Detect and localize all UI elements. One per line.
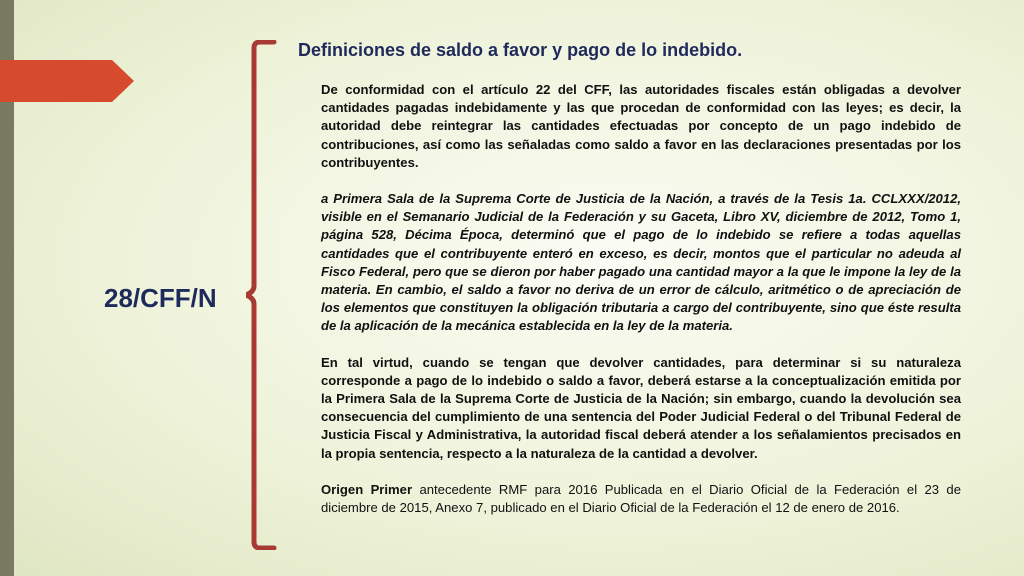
origin-label: Origen Primer [321, 481, 413, 497]
bracket-decoration [246, 40, 286, 550]
origin-text: antecedente RMF para 2016 Publicada en el Diario Oficial de la Federación el 23 de diciembre de 2015, Anexo 7, publicado en el Diario Oficial de la Federación el 12 de enero de 2016. [321, 481, 961, 516]
arrow-decoration [0, 60, 134, 102]
paragraph-article-22: De conformidad con el artículo 22 del CFF, las autoridades fiscales están obligadas a devolver cantidades pagadas indebidamente y las que procedan de conformidad con las leyes; es decir, la autoridad debe reintegrar las cantidades efectuadas por concepto de un pago indebido de contribuciones, así como las señaladas como saldo a favor en las declaraciones presentadas por los contribuyentes. [321, 82, 961, 170]
paragraph-tesis: a Primera Sala de la Suprema Corte de Justicia de la Nación, a través de la Tesis 1a. CCLXXX/2012, visible en el Semanario Judicial de la Federación y su Gaceta, Libro XV, diciembre de 2012, Tomo 1, página 528, Décima Época, determinó que el pago de lo indebido se refiere a todas aquellas cantidades que el contribuyente enteró en exceso, es decir, montos que el particular no adeuda al Fisco Federal, pero que se dieron por haber pagado una cantidad mayor a la que le impone la ley de la materia. En cambio, el saldo a favor no deriva de un error de cálculo, aritmético o de apreciación de los elementos que constituyen la obligación tributaria a cargo del contribuyente, sino que éste resulta de la aplicación de la mecánica establecida en la ley de la materia. [321, 191, 961, 334]
slide-heading: Definiciones de saldo a favor y pago de lo indebido. [298, 40, 743, 60]
paragraph-conclusion: En tal virtud, cuando se tengan que devolver cantidades, para determinar si su naturaleza corresponde a pago de lo indebido o saldo a favor, deberá estarse a la conceptualización emitida por la Primera Sala de la Suprema Corte de Justicia de la Nación; sin embargo, cuando la devolución sea consecuencia del cumplimiento de una sentencia del Poder Judicial Federal o del Tribunal Federal de Justicia Fiscal y Administrativa, la autoridad fiscal deberá atender a los señalamientos precisados en la propia sentencia, respecto a la naturaleza de la cantidad a devolver. [321, 354, 961, 461]
paragraph-origin [321, 481, 961, 517]
body-text [321, 81, 961, 535]
code-label: 28/CFF/N [104, 283, 217, 313]
